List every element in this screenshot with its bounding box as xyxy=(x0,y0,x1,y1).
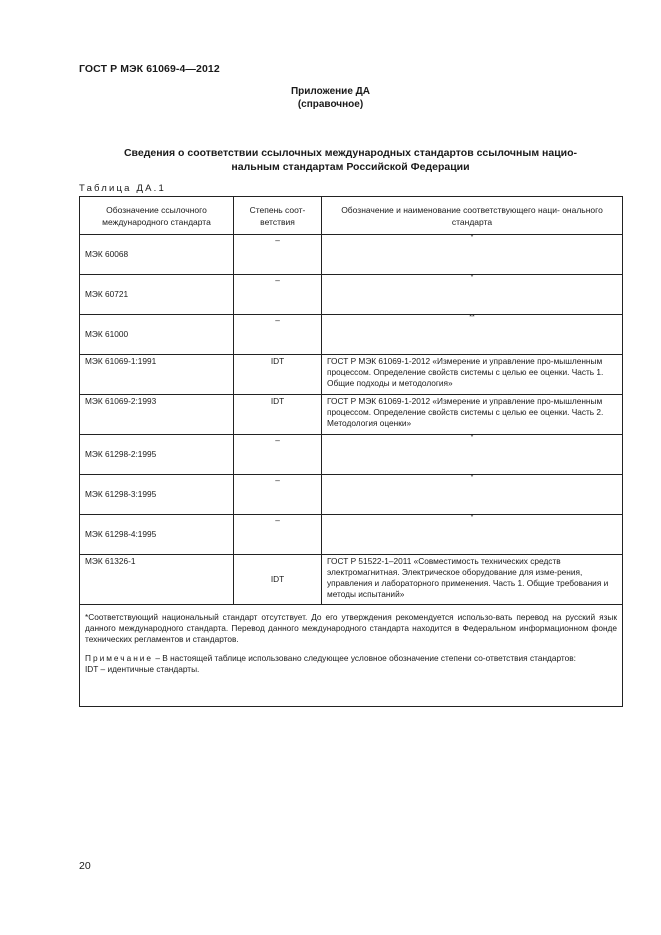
cell-degree: IDT xyxy=(234,555,322,605)
note-text: – В настоящей таблице использовано следующее условное обозначение степени со-ответствия стандартов: xyxy=(153,653,576,663)
cell-reference: МЭК 61000 xyxy=(80,315,234,355)
footnote-mark: * xyxy=(470,274,474,281)
table-header-row xyxy=(80,197,623,235)
table-footer-row xyxy=(80,605,623,707)
table-caption: Таблица ДА.1 xyxy=(79,183,166,194)
table-row xyxy=(80,475,623,515)
appendix-note: (справочное) xyxy=(297,99,364,110)
table-row xyxy=(80,275,623,315)
cell-national: ГОСТ Р 51522-1–2011 «Совместимость технических средств электромагнитная. Электрическое оборудование для изме-рения, управления и лабораторного применения. Часть 1. Общие требования и методы испытаний» xyxy=(322,555,623,605)
footnote-mark: * xyxy=(470,514,474,521)
cell-national xyxy=(322,515,623,555)
cell-degree: IDT xyxy=(234,355,322,395)
document-heading xyxy=(79,146,622,174)
cell-national xyxy=(322,475,623,515)
footnote-mark: * xyxy=(470,474,474,481)
page-number: 20 xyxy=(79,860,91,872)
appendix-title: Приложение ДА xyxy=(290,86,371,97)
standard-code-header: ГОСТ Р МЭК 61069-4—2012 xyxy=(79,63,220,75)
heading-line-2: нальным стандартам Российской Федерации xyxy=(231,161,470,173)
header-national-standard: Обозначение и наименование соответствующего наци- онального стандарта xyxy=(322,197,623,235)
cell-national xyxy=(322,275,623,315)
cell-reference: МЭК 61298-2:1995 xyxy=(80,435,234,475)
cell-degree: – xyxy=(234,515,322,555)
cell-reference: МЭК 60068 xyxy=(80,235,234,275)
cell-reference: МЭК 60721 xyxy=(80,275,234,315)
table-row xyxy=(80,515,623,555)
cell-reference: МЭК 61069-2:1993 xyxy=(80,395,234,435)
cell-degree: – xyxy=(234,315,322,355)
cell-national xyxy=(322,235,623,275)
table-footnote-cell xyxy=(80,605,623,707)
table-row xyxy=(80,235,623,275)
cell-reference: МЭК 61326-1 xyxy=(80,555,234,605)
cell-degree: – xyxy=(234,435,322,475)
footnote-text: *Соответствующий национальный стандарт отсутствует. До его утверждения рекомендуется использо-вать перевод на русский язык данного международного стандарта. Перевод данного международного стандарта находится в Федеральном информационном фонде технических регламентов и стандартов. xyxy=(85,612,617,644)
cell-national: ГОСТ Р МЭК 61069-1-2012 «Измерение и управление про-мышленным процессом. Определение свойств системы с целью ее оценки. Часть 2. Методология оценки» xyxy=(322,395,623,435)
heading-line-1: Сведения о соответствии ссылочных международных стандартов ссылочным нацио- xyxy=(123,147,578,159)
cell-national: ГОСТ Р МЭК 61069-1-2012 «Измерение и управление про-мышленным процессом. Определение свойств системы с целью ее оценки. Часть 1. Общие подходы и методология» xyxy=(322,355,623,395)
note-label: Примечание xyxy=(85,653,154,663)
table-row xyxy=(80,355,623,395)
table-row xyxy=(80,315,623,355)
table-row xyxy=(80,395,623,435)
cell-reference: МЭК 61298-4:1995 xyxy=(80,515,234,555)
footnote-mark: * xyxy=(470,434,474,441)
note-idt: IDT – идентичные стандарты. xyxy=(85,664,200,674)
cell-degree: – xyxy=(234,475,322,515)
cell-national xyxy=(322,435,623,475)
cell-degree: IDT xyxy=(234,395,322,435)
footnote-mark: * xyxy=(470,234,474,241)
standards-correspondence-table xyxy=(79,196,623,707)
table-row xyxy=(80,555,623,605)
cell-degree: – xyxy=(234,275,322,315)
table-row xyxy=(80,435,623,475)
cell-degree: – xyxy=(234,235,322,275)
cell-national xyxy=(322,315,623,355)
header-reference-standard: Обозначение ссылочного международного стандарта xyxy=(80,197,234,235)
header-degree-of-correspondence: Степень соот- ветствия xyxy=(234,197,322,235)
table-note xyxy=(85,653,617,675)
cell-reference: МЭК 61069-1:1991 xyxy=(80,355,234,395)
cell-reference: МЭК 61298-3:1995 xyxy=(80,475,234,515)
footnote-mark: ** xyxy=(469,314,475,321)
